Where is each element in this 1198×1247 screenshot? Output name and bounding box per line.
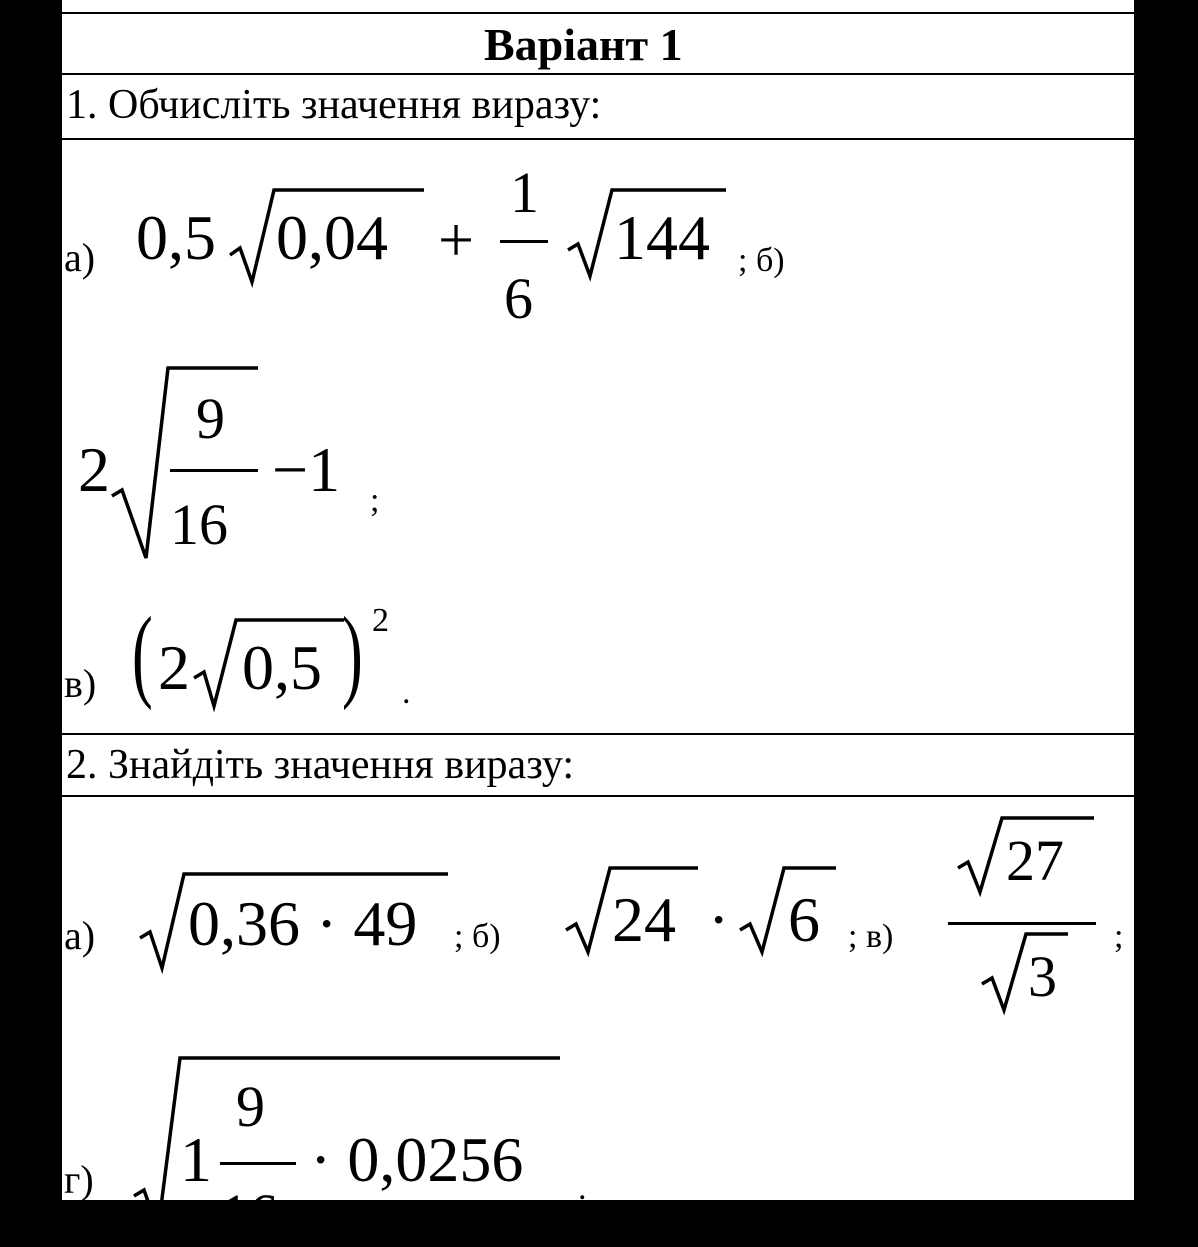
- task1-v-exponent: 2: [372, 602, 389, 639]
- task2-g-denominator: 16: [220, 1182, 278, 1247]
- task1-b-coef: 2: [78, 434, 110, 505]
- task1-v-coef: 2: [158, 632, 190, 703]
- task1-a-separator: ; б): [738, 242, 785, 279]
- task1-v-label: в): [64, 661, 97, 706]
- task2-b-separator: ; в): [848, 918, 894, 955]
- task1-a-label: а): [64, 235, 96, 280]
- task1-v-radicand: 0,5: [242, 632, 322, 703]
- task2-g-end: .: [578, 1170, 587, 1207]
- task2-b-dot: ·: [708, 884, 730, 955]
- task2-a-separator: ; б): [454, 918, 501, 955]
- task1-a-coef: 0,5: [136, 202, 216, 273]
- task2-g-label: г): [64, 1157, 94, 1202]
- task2-g-rest: · 0,0256: [310, 1124, 524, 1195]
- task1-b-separator: ;: [370, 482, 380, 519]
- task1-a-plus: +: [438, 204, 475, 275]
- task2-b-radicand1: 24: [612, 884, 676, 955]
- task1-a-numerator: 1: [510, 160, 539, 225]
- task2-a-radicand: 0,36 · 49: [188, 888, 418, 959]
- close-paren: ): [342, 596, 363, 711]
- task2-b-radicand2: 6: [788, 884, 820, 955]
- task2-v-numerator: 27: [1006, 828, 1064, 893]
- task2-g-whole: 1: [180, 1124, 212, 1195]
- task1-a-radicand2: 144: [614, 202, 710, 273]
- task2-heading: 2. Знайдіть значення виразу:: [66, 742, 575, 788]
- task1-b-numerator: 9: [196, 386, 225, 451]
- task2-a-label: а): [64, 913, 96, 958]
- task2-v-denominator: 3: [1028, 944, 1057, 1009]
- task1-a-radicand1: 0,04: [276, 202, 388, 273]
- task1-v-end: .: [402, 674, 411, 711]
- fraction-bar: [220, 1162, 296, 1165]
- task1-heading: 1. Обчисліть значення виразу:: [66, 82, 602, 128]
- task1-a-denominator: 6: [504, 266, 533, 331]
- task2-g-numerator: 9: [236, 1074, 265, 1139]
- task1-b-denominator: 16: [170, 492, 228, 557]
- open-paren: (: [132, 596, 153, 711]
- radical-sign: [62, 0, 1134, 1200]
- task1-b-minus-one: −1: [272, 434, 341, 505]
- variant-title: Варіант 1: [484, 19, 683, 70]
- worksheet: [62, 0, 1134, 1247]
- task2-v-end: ;: [1114, 918, 1124, 955]
